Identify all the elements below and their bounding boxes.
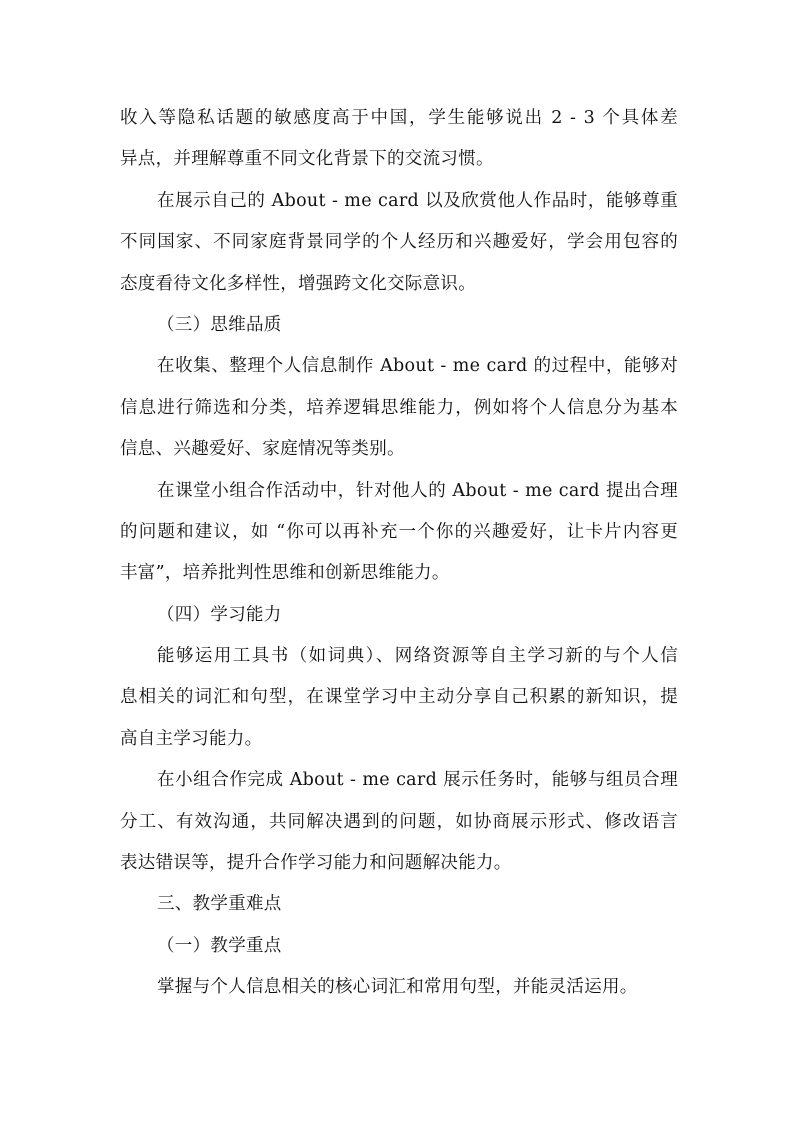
text-line: 高自主学习能力。: [120, 728, 263, 749]
paragraph-first-line: 三、教学重难点: [157, 894, 282, 915]
text-line: 息相关的词汇和句型，在课堂学习中主动分享自己积累的新知识，提: [120, 687, 678, 708]
paragraph-first-line: 能够运用工具书（如词典）、网络资源等自主学习新的与个人信: [157, 646, 678, 667]
text-line: 的问题和建议，如 “你可以再补充一个你的兴趣爱好，让卡片内容更: [120, 521, 678, 542]
text-line: 收入等隐私话题的敏感度高于中国，学生能够说出 2 - 3 个具体差: [120, 108, 678, 128]
document-body: [120, 98, 678, 1009]
text-line: 分工、有效沟通，共同解决遇到的问题，如协商展示形式、修改语言: [120, 811, 678, 832]
text-line: 信息、兴趣爱好、家庭情况等类别。: [120, 439, 405, 460]
paragraph-first-line: 在收集、整理个人信息制作 About - me card 的过程中，能够对: [157, 356, 678, 377]
paragraph-first-line: 在小组合作完成 About - me card 展示任务时，能够与组员合理: [157, 770, 678, 791]
paragraph-first-line: 在课堂小组合作活动中，针对他人的 About - me card 提出合理: [157, 480, 678, 501]
paragraph-first-line: （四）学习能力: [157, 604, 282, 625]
text-line: 丰富”，培养批判性思维和创新思维能力。: [120, 563, 450, 584]
paragraph-first-line: 在展示自己的 About - me card 以及欣赏他人作品时，能够尊重: [157, 190, 678, 211]
paragraph-first-line: （一）教学重点: [157, 935, 282, 956]
text-line: 态度看待文化多样性，增强跨文化交际意识。: [120, 273, 476, 294]
paragraph-first-line: 掌握与个人信息相关的核心词汇和常用句型，并能灵活运用。: [157, 977, 638, 998]
paragraph-first-line: （三）思维品质: [157, 314, 282, 335]
text-line: 异点，并理解尊重不同文化背景下的交流习惯。: [120, 149, 494, 170]
text-line: 不同国家、不同家庭背景同学的个人经历和兴趣爱好，学会用包容的: [120, 232, 678, 253]
text-line: 表达错误等，提升合作学习能力和问题解决能力。: [120, 853, 512, 874]
text-line: 信息进行筛选和分类，培养逻辑思维能力，例如将个人信息分为基本: [120, 397, 678, 418]
